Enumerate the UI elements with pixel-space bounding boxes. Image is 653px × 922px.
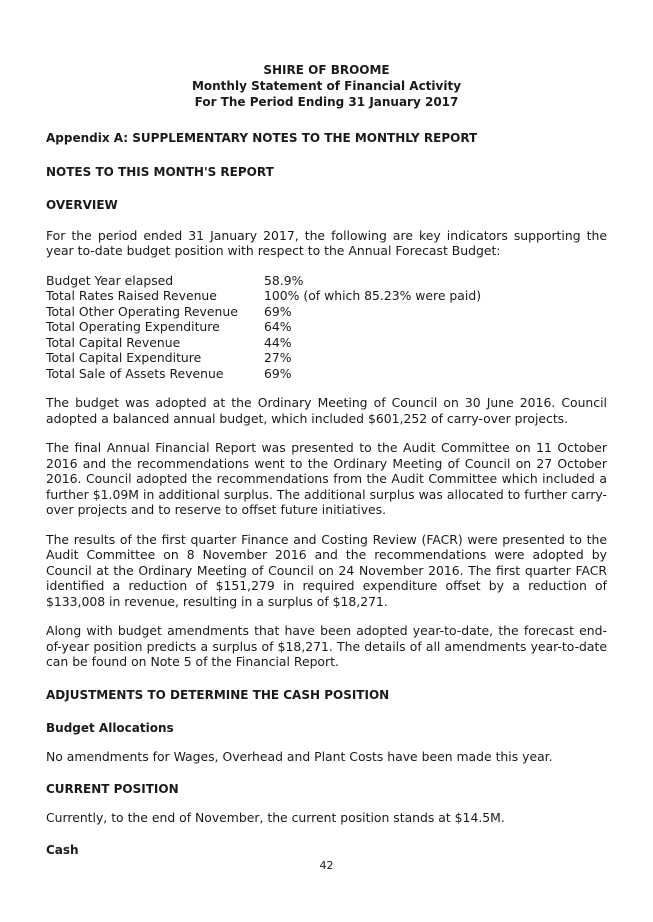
budget-allocations-heading: Budget Allocations — [46, 721, 174, 735]
overview-heading: OVERVIEW — [46, 198, 118, 212]
current-position-heading: CURRENT POSITION — [46, 782, 179, 796]
page-number: 42 — [319, 859, 334, 872]
budget-allocations-text: No amendments for Wages, Overhead and Plant Costs have been made this year. — [46, 748, 553, 764]
indicator-row — [46, 273, 607, 289]
indicator-row — [46, 335, 607, 351]
adjustments-heading: ADJUSTMENTS TO DETERMINE THE CASH POSITION — [46, 687, 390, 702]
indicator-label: Total Other Operating Revenue — [46, 303, 238, 319]
indicator-label: Total Rates Raised Revenue — [46, 288, 217, 303]
appendix-heading: Appendix A: SUPPLEMENTARY NOTES TO THE MONTHLY REPORT — [46, 131, 478, 145]
indicator-label: Total Sale of Assets Revenue — [46, 365, 224, 381]
budget-adoption-paragraph: The budget was adopted at the Ordinary Meeting of Council on 30 June 2016. Council adopted a balanced annual budget, which included $601,252 of carry-over projects. — [46, 395, 607, 426]
indicator-row — [46, 366, 607, 382]
indicator-row — [46, 288, 607, 304]
facr-paragraph: The results of the first quarter Finance and Costing Review (FACR) were presented to the Audit Committee on 8 November 2016 and the recommendations were adopted by Council at the Ordinary Meeting of Council on 24 November 2016. The first quarter FACR identified a reduction of $151,279 in required expenditure offset by a reduction of $133,008 in revenue, resulting in a surplus of $18,271. — [46, 531, 607, 609]
period-title: For The Period Ending 31 January 2017 — [194, 95, 459, 109]
org-title: SHIRE OF BROOME — [263, 63, 390, 77]
indicator-row — [46, 319, 607, 335]
current-position-text: Currently, to the end of November, the current position stands at $14.5M. — [46, 809, 505, 825]
amendments-paragraph: Along with budget amendments that have been adopted year-to-date, the forecast end-of-year position predicts a surplus of $18,271. The details of all amendments year-to-date can be found on Note 5 of the Financial Report. — [46, 623, 607, 669]
indicator-label: Budget Year elapsed — [46, 272, 174, 288]
indicator-label: Total Capital Expenditure — [46, 350, 202, 365]
indicator-label: Total Operating Expenditure — [46, 319, 220, 334]
indicator-row — [46, 304, 607, 320]
notes-heading: NOTES TO THIS MONTH'S REPORT — [46, 164, 274, 179]
overview-intro: For the period ended 31 January 2017, the following are key indicators supporting the year to-date budget position with respect to the Annual Forecast Budget: — [46, 227, 607, 258]
indicator-value: 100% (of which 85.23% were paid) — [264, 288, 482, 303]
indicator-value: 64% — [264, 319, 292, 334]
indicator-value: 69% — [264, 303, 292, 319]
indicator-value: 58.9% — [264, 272, 304, 288]
indicator-value: 44% — [264, 334, 292, 350]
annual-report-paragraph: The final Annual Financial Report was presented to the Audit Committee on 11 October 2016 and the recommendations went to the Ordinary Meeting of Council on 27 October 2016. Council adopted the recommendations from the Audit Committee which included a further $1.09M in additional surplus. The additional surplus was allocated to further carry-over projects and to reserve to offset future initiatives. — [46, 440, 607, 517]
key-indicators-list — [46, 273, 607, 382]
indicator-value: 69% — [264, 365, 292, 381]
indicator-value: 27% — [264, 350, 292, 365]
indicator-label: Total Capital Revenue — [46, 334, 181, 350]
indicator-row — [46, 350, 607, 366]
cash-heading: Cash — [46, 843, 79, 857]
statement-title: Monthly Statement of Financial Activity — [191, 79, 462, 93]
